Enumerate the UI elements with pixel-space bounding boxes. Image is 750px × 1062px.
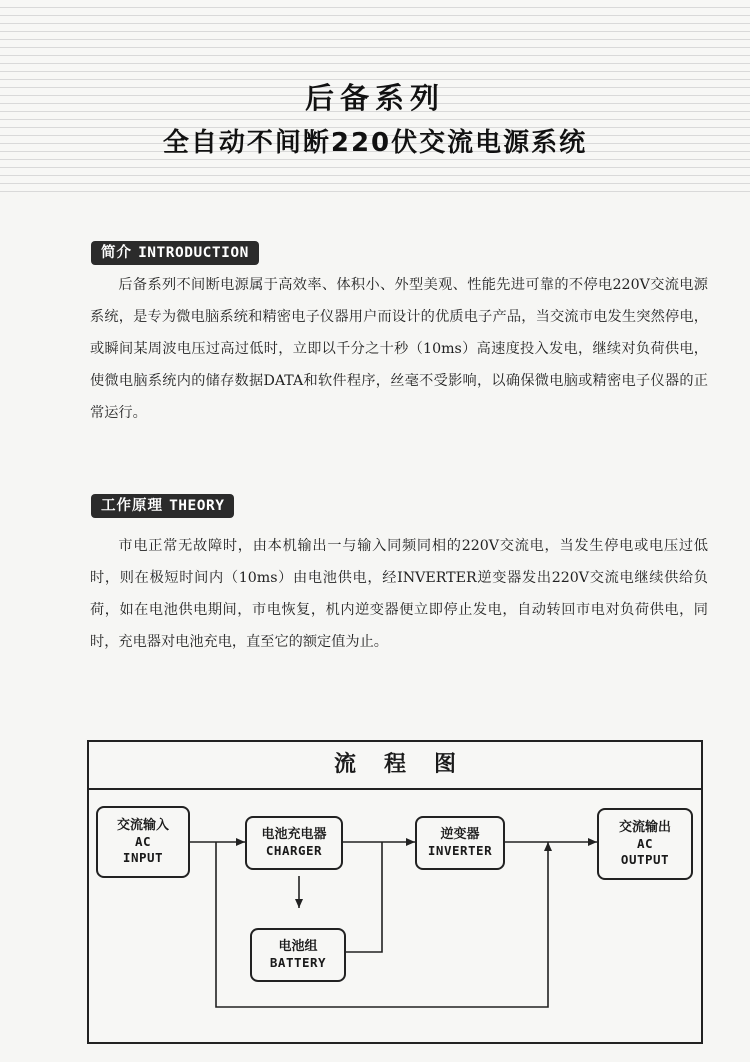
node-ac-output-en1: AC xyxy=(636,836,654,851)
flowchart xyxy=(87,740,703,1044)
flowchart-connectors xyxy=(89,742,701,1042)
node-charger xyxy=(245,816,343,870)
node-battery-cn: 电池组 xyxy=(278,939,318,954)
node-ac-output xyxy=(597,808,693,880)
introduction-heading-cn: 简介 xyxy=(101,245,132,261)
introduction-heading-en: INTRODUCTION xyxy=(138,245,249,261)
node-ac-input-en1: AC xyxy=(134,834,152,849)
node-charger-cn: 电池充电器 xyxy=(261,827,327,842)
arrow-battery-to-inverter xyxy=(345,842,382,952)
introduction-heading xyxy=(91,241,259,265)
node-inverter-cn: 逆变器 xyxy=(440,827,480,842)
node-battery xyxy=(250,928,346,982)
node-ac-input-cn: 交流输入 xyxy=(116,818,169,833)
node-inverter-en: INVERTER xyxy=(427,843,493,858)
node-inverter xyxy=(415,816,505,870)
node-charger-en: CHARGER xyxy=(265,843,323,858)
node-ac-output-en2: OUTPUT xyxy=(620,852,670,867)
flowchart-title: 流程图 xyxy=(89,742,701,790)
theory-text: 市电正常无故障时，由本机输出一与输入同频同相的220V交流电，当发生停电或电压过低时，则在极短时间内（10ms）由电池供电，经INVERTER逆变器发出220V交流电继续供给负荷，如在电池供电期间，市电恢复，机内逆变器便立即停止发电，自动转回市电对负荷供电，同时，充电器对电池充电，直至它的额定值为止。 xyxy=(90,538,708,650)
theory-heading xyxy=(91,494,234,518)
node-ac-output-cn: 交流输出 xyxy=(618,820,671,835)
theory-heading-en: THEORY xyxy=(169,498,225,514)
page-subtitle: 全自动不间断220伏交流电源系统 xyxy=(162,128,588,158)
node-ac-input xyxy=(96,806,190,878)
theory-heading-cn: 工作原理 xyxy=(101,498,163,514)
page-title: 后备系列 xyxy=(304,81,445,115)
node-ac-input-en2: INPUT xyxy=(122,850,164,865)
node-battery-en: BATTERY xyxy=(269,955,327,970)
introduction-text: 后备系列不间断电源属于高效率、体积小、外型美观、性能先进可靠的不停电220V交流电源系统，是专为微电脑系统和精密电子仪器用户而设计的优质电子产品，当交流市电发生突然停电，或瞬间某周波电压过高过低时，立即以千分之十秒（10ms）高速度投入发电，继续对负荷供电，使微电脑系统内的储存数据DATA和软件程序，丝毫不受影响，以确保微电脑或精密电子仪器的正常运行。 xyxy=(90,277,708,421)
